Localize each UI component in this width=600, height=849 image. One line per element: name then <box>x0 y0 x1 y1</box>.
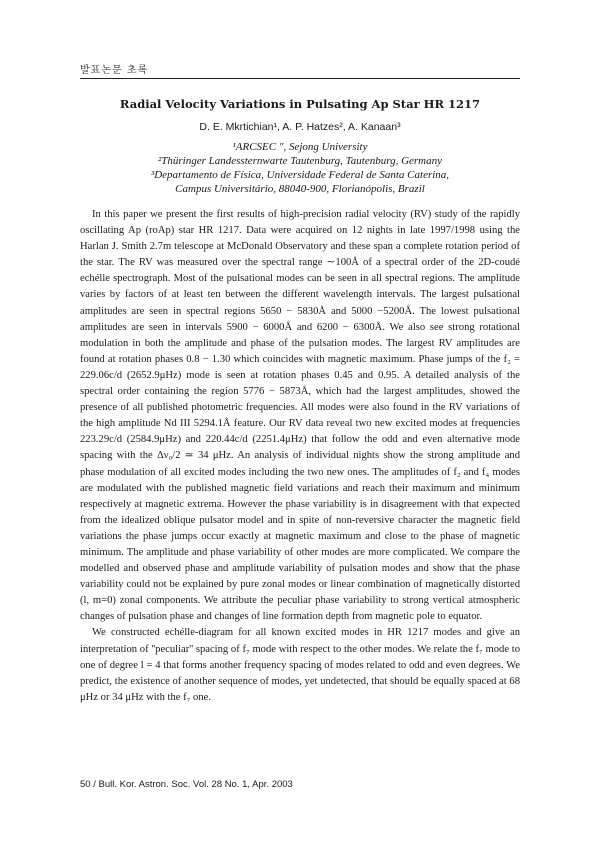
abstract-paragraph-1: In this paper we present the first results of high-precision radial velocity (RV) study of the rapidly oscillating Ap (roAp) star HR 1217. Data were acquired on 12 nights in late 1997/1998 using the Harlan J. Smith 2.7m telescope at McDonald Observatory and these span a complete rotation period of the star. The RV was measured over the spectral range ∼100Å of a spectral order of the 2D-coudé echélle spectrograph. Most of the pulsational modes can be seen in all spectral regions. The amplitude varies by factors of at least ten between the different wavelength intervals. The largest pulsational amplitudes are seen in spectral regions 5650 − 5830Å and 5000 −5200Å. The lowest pulsational amplitudes are seen in intervals 5900 − 6000Å and 6200 − 6300Å. We also see strong rotational modulation in both the amplitude and phase of the pulsation modes. The largest RV amplitudes are found at rotation phases 0.8 − 1.30 which coincides with magnetic maximum. Phase jumps of the f₂ = 229.06c/d (2652.9μHz) mode is seen at rotation phases 0.45 and 0.95. A detailed analysis of the spectral order containing the region 5776 − 5873Å, which had the largest amplitudes, showed the presence of all published photometric frequencies. All modes were also found in the RV variations of the high amplitude Nd III 5294.1Å feature. Our RV data reveal two new excited modes at frequencies 223.29c/d (2584.9μHz) and 220.44c/d (2251.4μHz) that follow the odd and even alternative mode spacing with the Δν₀/2 ≃ 34 μHz. An analysis of individual nights show the strong amplitude and phase modulation of all excited modes including the two new ones. The amplitudes of f₂ and f₄ modes are modulated with the published magnetic field variations and reach their maximum and minimum respectively at magnetic extrema. However the phase variability is in disagreement with that expected from the idealized oblique pulsator model and in spite of non-reversive character the magnetic field variations the phase jumps occur exactly at magnetic maximum and close to the phase of magnetic minimum. The amplitude and phase variability of other modes are more complicated. We compare the modelled and observed phase and amplitude variability of pulsation modes and show that the phase variability could not be explained by pure zonal modes or linear combination of magnetically distorted (l, m=0) zonal components. We attribute the peculiar phase variability to strong vertical atmospheric changes of pulsation phase and changes of line formation depth from magnetic pole to equator. <box>80 209 520 623</box>
abstract-paragraph-2: We constructed echélle-diagram for all known excited modes in HR 1217 modes and give an interpretation of ''peculiar'' spacing of f₇ mode with respect to the other modes. We relate the f₇ mode to one of degree l = 4 that forms another frequency spacing of modes related to odd and even degrees. We predict, the existence of another sequence of modes, yet undetected, that should be equally spaced at 68 μHz or 34 μHz with the f₇ one. <box>80 627 520 703</box>
paper-title: Radial Velocity Variations in Pulsating Ap Star HR 1217 <box>119 97 481 111</box>
abstract-body <box>80 207 520 706</box>
paper-authors: D. E. Mkrtichian¹, A. P. Hatzes², A. Kanaan³ <box>199 121 401 133</box>
affiliation-4: Campus Universitário, 88040-900, Florianópolis, Brazil <box>175 183 425 195</box>
page-footer: 50 / Bull. Kor. Astron. Soc. Vol. 28 No. 1, Apr. 2003 <box>80 779 293 790</box>
affiliation-1: ¹ARCSEC ", Sejong University <box>232 141 368 153</box>
section-header: 발표논문 초록 <box>80 65 149 76</box>
affiliation-2: ²Thüringer Landessternwarte Tautenburg, Tautenburg, Germany <box>157 155 443 167</box>
affiliation-3: ³Departamento de Física, Universidade Federal de Santa Caterina, <box>150 169 450 181</box>
header-rule <box>80 78 520 79</box>
